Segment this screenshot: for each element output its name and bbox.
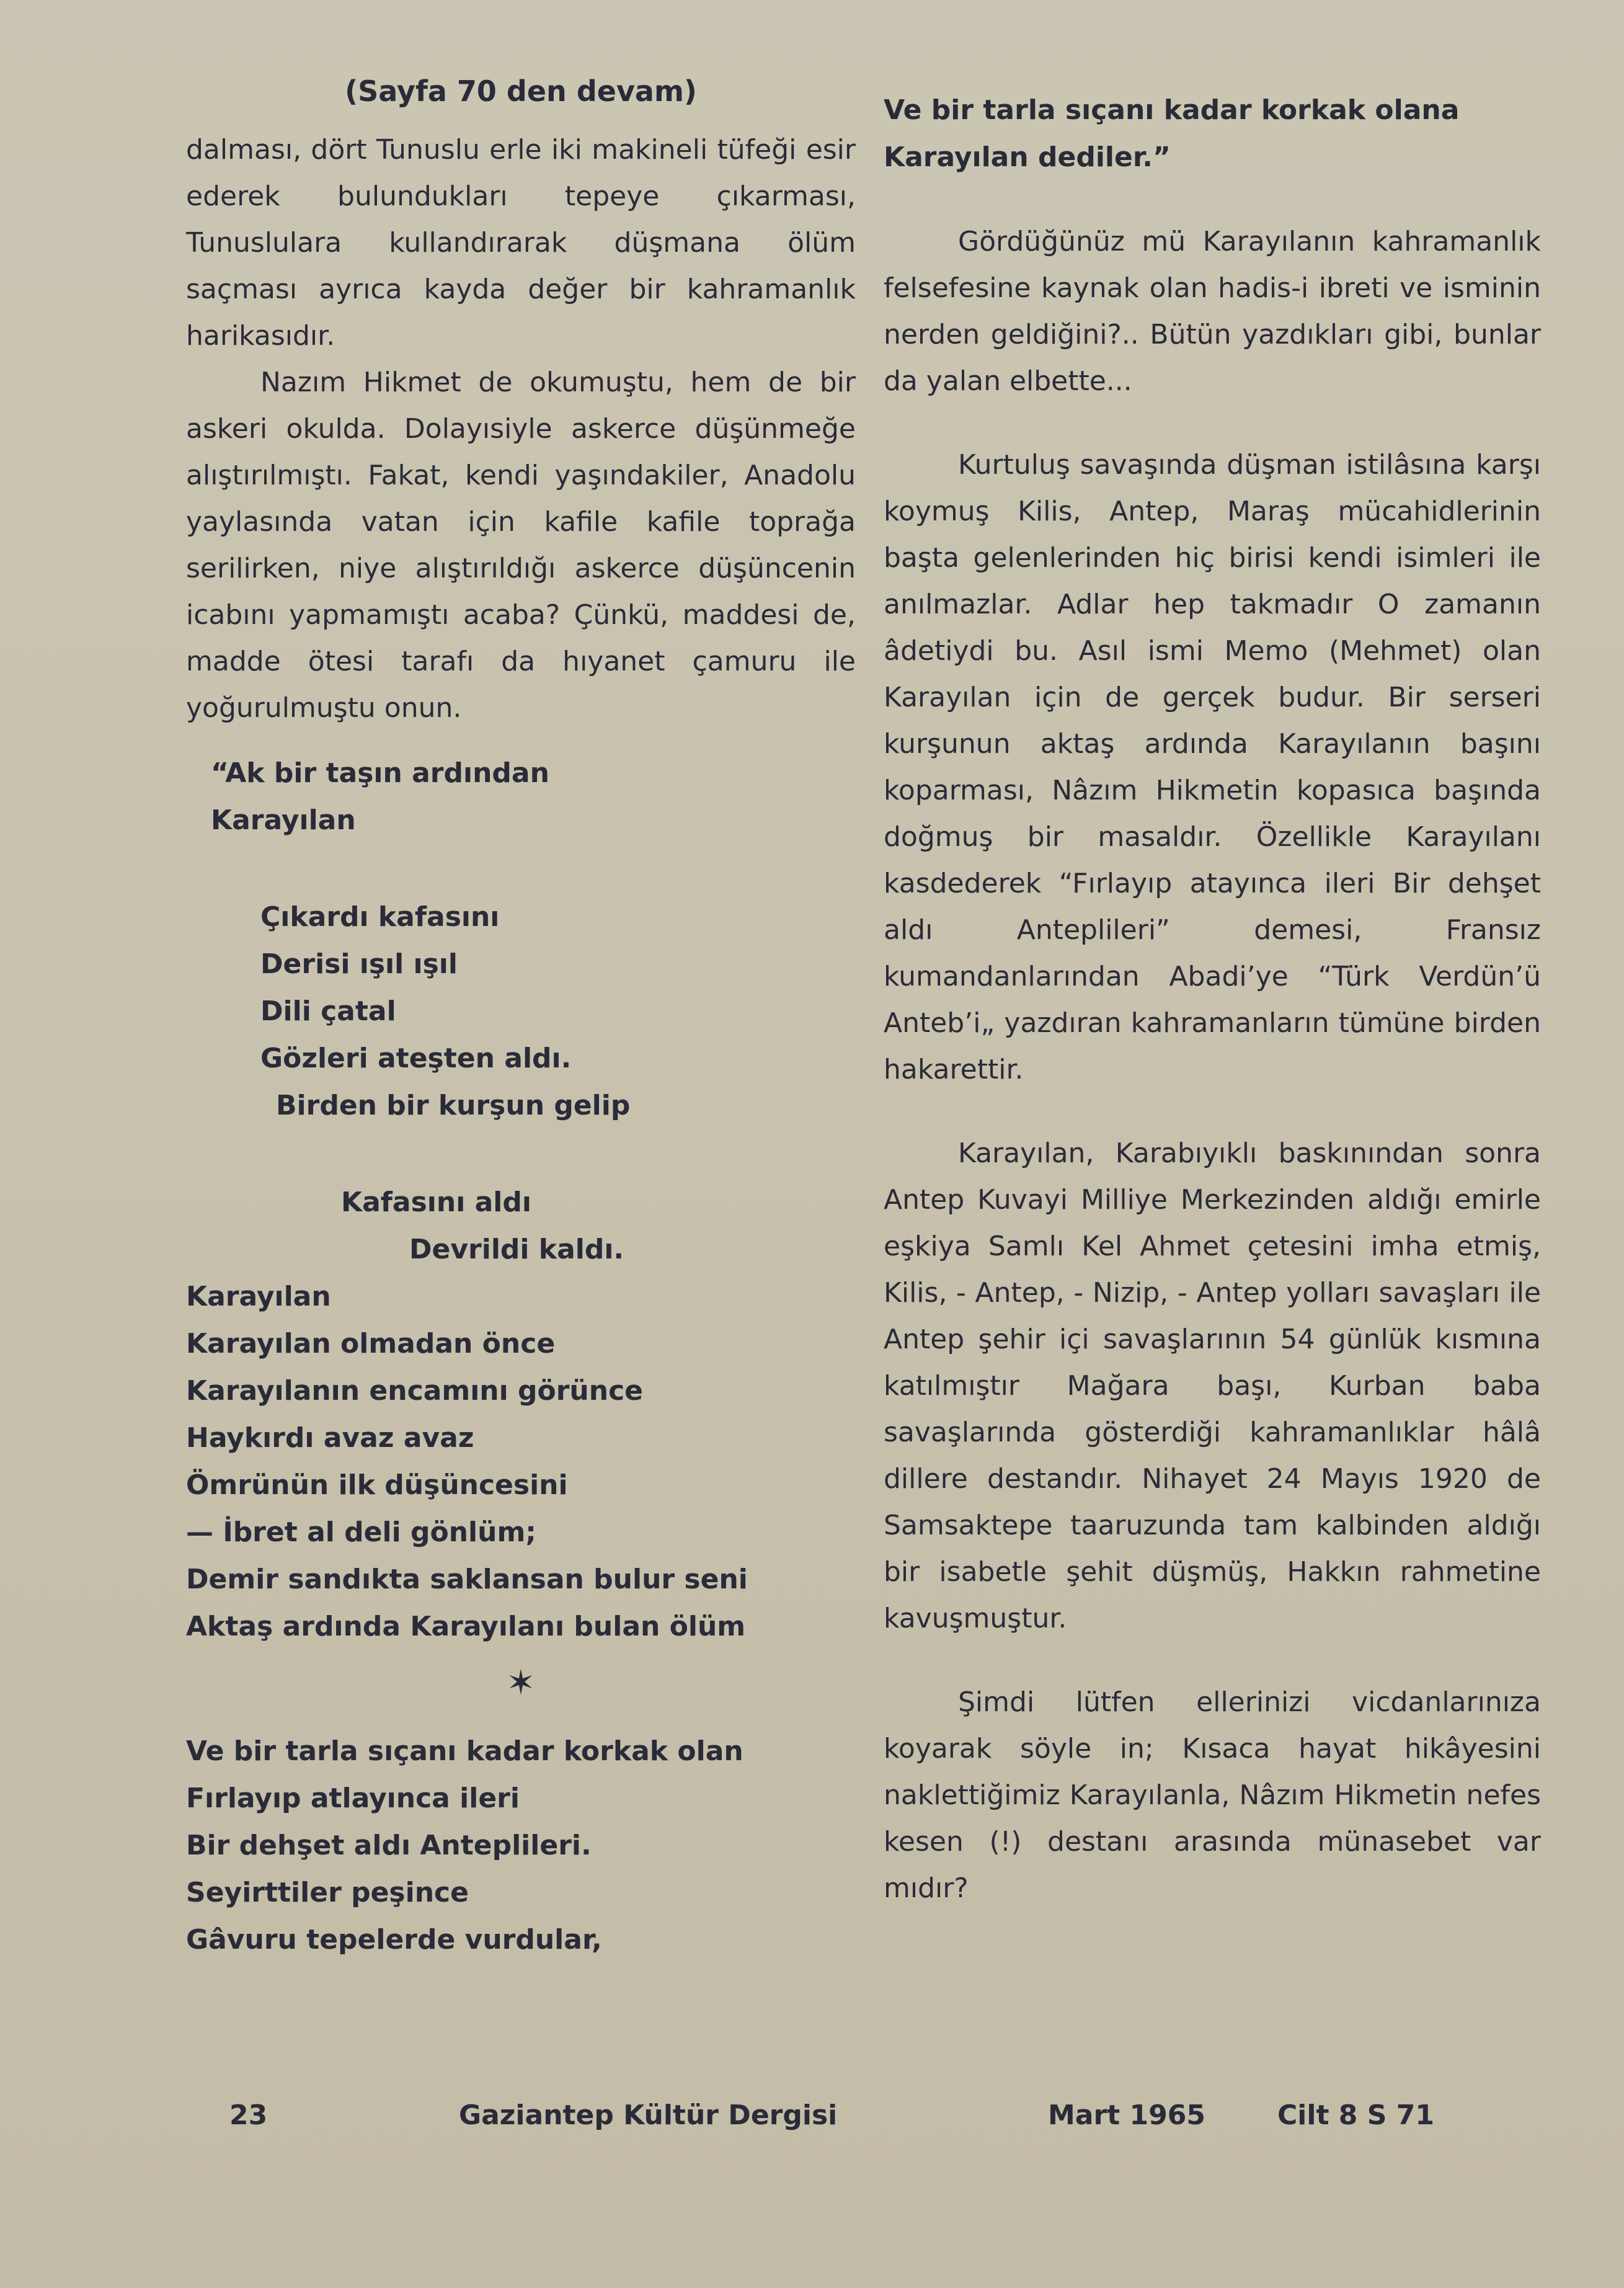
journal-title: Gaziantep Kültür Dergisi: [459, 2099, 838, 2131]
paragraph: Nazım Hikmet de okumuştu, hem de bir askeri okulda. Dolayısiyle askerce düşünmeğe alıştırılmıştı. Fakat, kendi yaşındakiler, Anadolu yaylasında vatan için kafile kafile toprağa serilirken, niye alıştırıldığı askerce düşüncenin icabını yapmamıştı acaba? Çünkü, maddesi de, madde ötesi tarafı da hıyanet çamuru ile yoğurulmuştu onun.: [186, 367, 856, 724]
poem-line: Kafasını aldı: [341, 1186, 531, 1218]
poem-closing-quote: Ve bir tarla sıçanı kadar korkak olana Karayılan dediler.”: [884, 94, 1460, 173]
poem-line: Ömrünün ilk düşüncesini: [186, 1469, 568, 1501]
page-number: 23: [229, 2099, 268, 2131]
poem-line: Aktaş ardında Karayılanı bulan ölüm: [186, 1611, 746, 1642]
page-footer: [229, 2099, 1470, 2137]
poem-stanza: [186, 1728, 856, 1964]
paragraph: Şimdi lütfen ellerinizi vicdanlarınıza koyarak söyle in; Kısaca hayat hikâyesini naklettiğimiz Karayılanla, Nâzım Hikmetin nefes kesen (!) destanı arasında münasebet var mıdır?: [884, 1686, 1541, 1904]
poem-line: Demir sandıkta saklansan bulur seni: [186, 1564, 748, 1595]
paragraph: Karayılan, Karabıyıklı baskınından sonra Antep Kuvayi Milliye Merkezinden aldığı emirle eşkiya Samlı Kel Ahmet çetesini imha etmiş, Kilis, - Antep, - Nizip, - Antep yolları savaşları ile Antep şehir içi savaşlarının 54 günlük kısmına katılmıştır Mağara başı, Kurban baba savaşlarında gösterdiği kahramanlıklar hâlâ dillere destandır. Nihayet 24 Mayıs 1920 de Samsaktepe taaruzunda tam kalbinden aldığı bir isabetle şehit düşmüş, Hakkın rahmetine kavuşmuştur.: [884, 1137, 1541, 1634]
poem-line: Fırlayıp atlayınca ileri: [186, 1783, 520, 1814]
poem-line: Karayılan olmadan önce: [186, 1328, 556, 1360]
issue-date: Mart 1965: [1048, 2099, 1205, 2131]
poem-line: Karayılan: [186, 1281, 331, 1312]
volume-info: Cilt 8 S 71: [1277, 2099, 1434, 2131]
poem-line: Birden bir kurşun gelip: [276, 1090, 631, 1121]
poem-line: Karayılanın encamını görünce: [186, 1375, 643, 1407]
poem-line: Derisi ışıl ışıl: [260, 948, 458, 980]
poem-line: Gözleri ateşten aldı.: [260, 1043, 572, 1074]
poem-line: Devrildi kaldı.: [409, 1234, 624, 1265]
poem-stanza: [186, 1179, 856, 1273]
poem-line: Ve bir tarla sıçanı kadar korkak olan: [186, 1735, 743, 1767]
star-ornament-icon: ✶: [506, 1663, 536, 1703]
poem-line: “Ak bir taşın ardından: [211, 757, 549, 789]
poem-stanza: [211, 750, 856, 844]
left-column: [186, 74, 856, 1964]
right-column: [884, 87, 1541, 1912]
poem-line: Gâvuru tepelerde vurdular,: [186, 1924, 602, 1956]
poem-stanza: [186, 1273, 856, 1650]
poem-line: Karayılan: [211, 804, 356, 836]
poem-line: Seyirttiler peşince: [186, 1877, 469, 1908]
poem-line: Dili çatal: [260, 995, 396, 1027]
poem-line: — İbret al deli gönlüm;: [186, 1516, 536, 1548]
poem-line: Haykırdı avaz avaz: [186, 1422, 474, 1454]
paragraph: Kurtuluş savaşında düşman istilâsına karşı koymuş Kilis, Antep, Maraş mücahidlerinin başta gelenlerinden hiç birisi kendi isimleri ile anılmazlar. Adlar hep takmadır O zamanın âdetiydi bu. Asıl ismi Memo (Mehmet) olan Karayılan için de gerçek budur. Bir serseri kurşunun aktaş ardında Karayılanın başını koparması, Nâzım Hikmetin kopasıca başında doğmuş bir masaldır. Özellikle Karayılanı kasdederek “Fırlayıp atayınca ileri Bir dehşet aldı Anteplileri” demesi, Fransız kumandanlarından Abadi’ye “Türk Verdün’ü Anteb’i„ yazdıran kahramanların tümüne birden hakarettir.: [884, 449, 1541, 1085]
poem-stanza: [260, 894, 856, 1129]
continuation-header: (Sayfa 70 den devam): [345, 74, 697, 108]
poem-line: Çıkardı kafasını: [260, 901, 500, 933]
paragraph: dalması, dört Tunuslu erle iki makineli tüfeği esir ederek bulundukları tepeye çıkarması, Tunuslulara kullandırarak düşmana ölüm saçması ayrıca kayda değer bir kahramanlık harikasıdır.: [186, 134, 856, 352]
poem-line: Bir dehşet aldı Anteplileri.: [186, 1830, 592, 1861]
paragraph: Gördüğünüz mü Karayılanın kahramanlık felsefesine kaynak olan hadis-i ibreti ve isminin nerden geldiğini?.. Bütün yazdıkları gibi, bunlar da yalan elbette...: [884, 226, 1541, 397]
